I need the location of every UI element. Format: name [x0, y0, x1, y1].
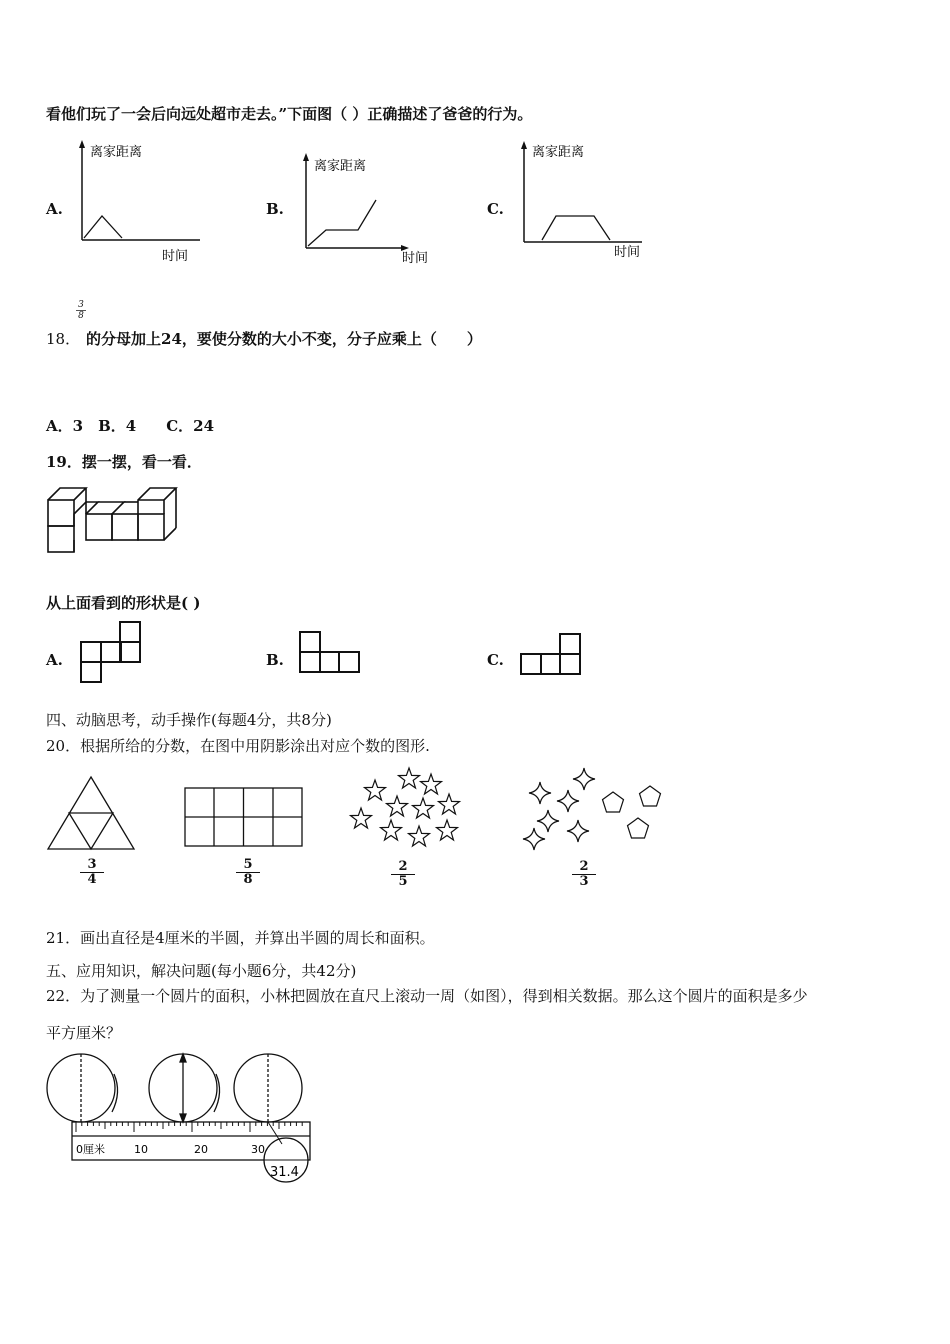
- q20-frac2-den: 8: [243, 872, 253, 887]
- q20-fraction-4: [572, 860, 596, 889]
- star-icon: [413, 798, 434, 818]
- section4-heading: 四、动脑思考，动手操作(每题4分，共8分): [46, 711, 332, 729]
- q17-option-a-label[interactable]: A.: [46, 200, 63, 218]
- star-icon: [365, 780, 386, 800]
- q19-option-a-label[interactable]: A.: [46, 651, 63, 669]
- section5-heading: 五、应用知识，解决问题(每小题6分，共42分): [46, 962, 357, 980]
- q19-shape-b: [299, 630, 363, 675]
- q17-graph-b: [296, 150, 441, 265]
- q19-shape-c: [519, 632, 583, 677]
- ruler-label-0: 0厘米: [76, 1143, 105, 1156]
- ruler-label-10: 10: [134, 1143, 148, 1156]
- q19-title: 19．摆一摆，看一看．: [46, 453, 202, 471]
- sparkle-icon: [567, 820, 589, 842]
- q22-text-line1: 22．为了测量一个圆片的面积，小林把圆放在直尺上滚动一周（如图），得到相关数据。那么这个圆片的面积是多少: [46, 987, 808, 1005]
- star-icon: [351, 808, 372, 828]
- q17-graph-a: [70, 138, 210, 268]
- q20-rectangle-grid[interactable]: [183, 786, 305, 848]
- star-icon: [439, 794, 460, 814]
- q18-frac-num: 3: [76, 300, 86, 311]
- q17-c-yaxis: 离家距离: [532, 145, 585, 160]
- sparkle-icon: [573, 768, 595, 790]
- star-icon: [381, 820, 402, 840]
- q18-fraction: [76, 300, 86, 321]
- q20-frac1-num: 3: [80, 858, 104, 873]
- q20-sparkles-pentagons-figure[interactable]: [516, 765, 666, 857]
- q20-triangle-figure[interactable]: [46, 775, 138, 853]
- q17-b-yaxis: 离家距离: [314, 159, 367, 174]
- q19-option-c-label[interactable]: C.: [487, 651, 504, 669]
- q22-reading: 31.4: [270, 1165, 299, 1180]
- q18-options[interactable]: A．3 B．4 C．24: [46, 417, 215, 435]
- q20-stars-figure[interactable]: [345, 765, 465, 855]
- ruler-label-30: 30: [251, 1143, 265, 1156]
- q17-a-yaxis: 离家距离: [90, 145, 143, 160]
- ruler-label-20: 20: [194, 1143, 208, 1156]
- pentagon-icon: [628, 818, 649, 838]
- star-icon: [409, 826, 430, 846]
- q22-text-line2: 平方厘米？: [46, 1024, 122, 1042]
- q17-option-b-label[interactable]: B.: [266, 200, 284, 218]
- q21-text: 21．画出直径是4厘米的半圆，并算出半圆的周长和面积。: [46, 929, 435, 947]
- sparkle-icon: [529, 782, 551, 804]
- q20-fraction-1: [80, 858, 104, 887]
- q18-frac-den: 8: [78, 311, 84, 321]
- sparkle-icon: [537, 810, 559, 832]
- q22-ruler-circle-figure: [46, 1052, 316, 1190]
- q19-option-b-label[interactable]: B.: [266, 651, 284, 669]
- q20-frac1-den: 4: [87, 872, 97, 887]
- q17-b-xaxis: 时间: [402, 251, 429, 266]
- q18-number: 18．: [46, 330, 81, 348]
- q20-frac4-num: 2: [572, 860, 596, 875]
- q19-cube-figure: [46, 484, 176, 559]
- q19-shape-a: [80, 621, 144, 683]
- q17-c-xaxis: 时间: [614, 245, 641, 260]
- q17-graph-c: [514, 138, 664, 268]
- q17-option-c-label[interactable]: C.: [487, 200, 504, 218]
- pentagon-icon: [603, 792, 624, 812]
- star-icon: [387, 796, 408, 816]
- star-icon: [399, 768, 420, 788]
- q20-frac4-den: 3: [579, 874, 589, 889]
- q20-frac3-den: 5: [398, 874, 408, 889]
- q20-fraction-2: [236, 858, 260, 887]
- star-icon: [437, 820, 458, 840]
- q19-question: 从上面看到的形状是( ): [46, 594, 201, 612]
- q17-intro: 看他们玩了一会后向远处超市走去。”下面图（ ）正确描述了爸爸的行为。: [46, 105, 533, 123]
- q18-text: 的分母加上24，要使分数的大小不变，分子应乘上（ ）: [86, 330, 482, 348]
- sparkle-icon: [523, 828, 545, 850]
- pentagon-icon: [640, 786, 661, 806]
- star-icon: [421, 774, 442, 794]
- q20-frac3-num: 2: [391, 860, 415, 875]
- q20-frac2-num: 5: [236, 858, 260, 873]
- q20-fraction-3: [391, 860, 415, 889]
- q17-a-xaxis: 时间: [162, 249, 189, 264]
- sparkle-icon: [557, 790, 579, 812]
- q20-title: 20．根据所给的分数，在图中用阴影涂出对应个数的图形.: [46, 737, 430, 755]
